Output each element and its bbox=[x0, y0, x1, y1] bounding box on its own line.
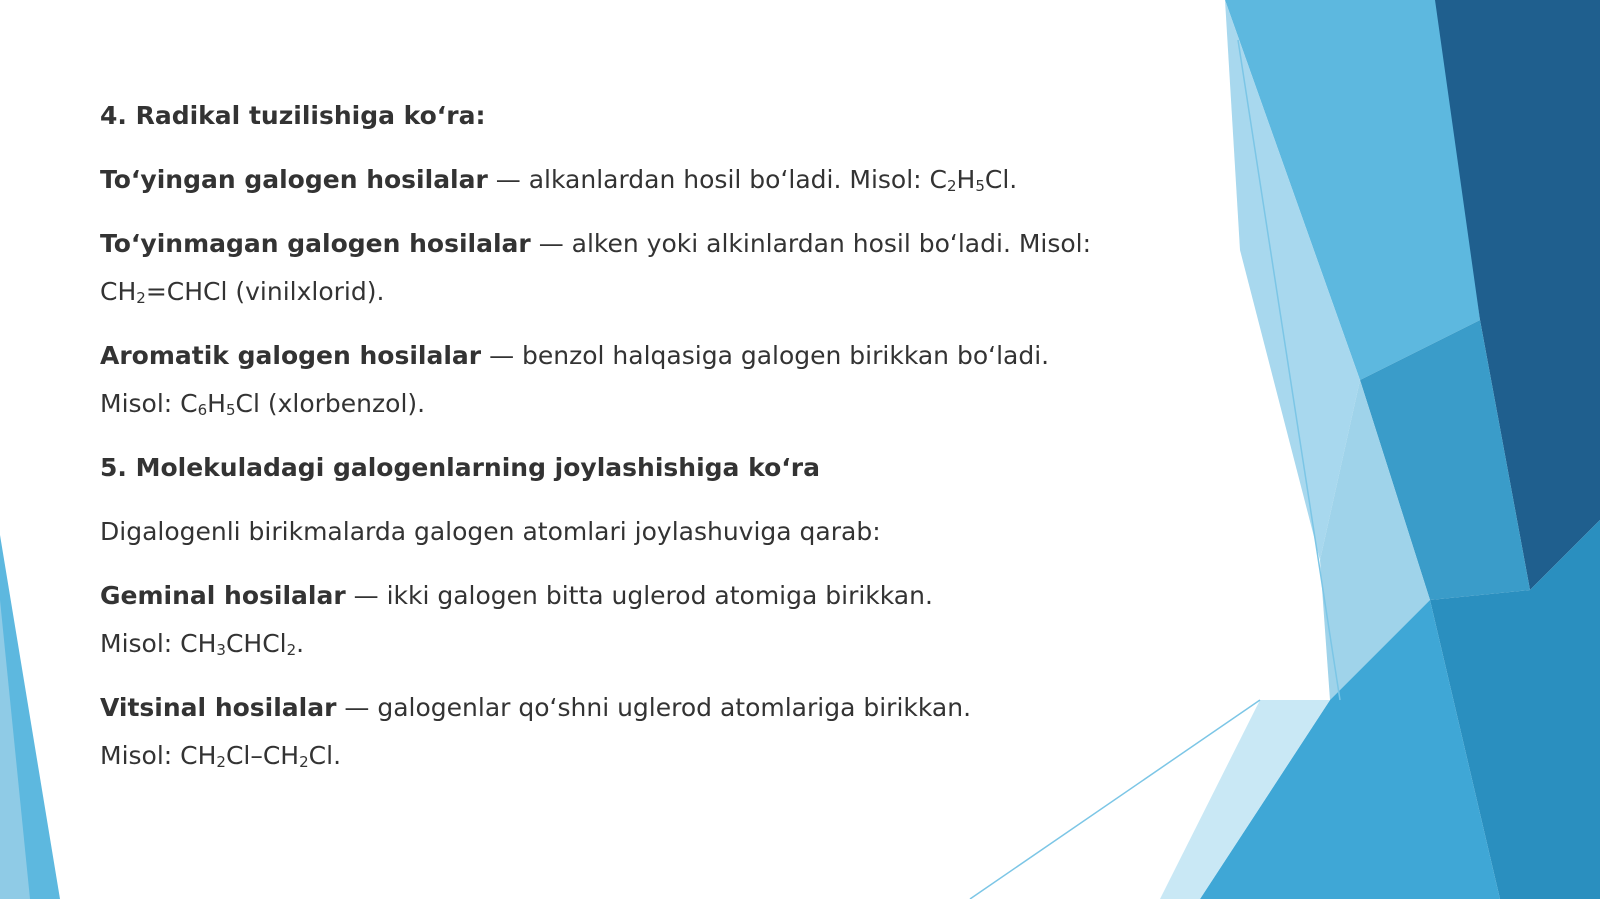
section-heading-5: 5. Molekuladagi galogenlarning joylashishiga ko‘ra bbox=[100, 453, 820, 482]
term-aromatik: Aromatik galogen hosilalar bbox=[100, 341, 482, 370]
item-toyinmagan: To‘yinmagan galogen hosilalar — alken yoki alkinlardan hosil bo‘ladi. Misol: $CH_2=CHCl$ (vinilxlorid). bbox=[100, 229, 1092, 307]
term-toyinmagan: To‘yinmagan galogen hosilalar bbox=[100, 229, 531, 258]
term-toyingan: To‘yingan galogen hosilalar bbox=[100, 165, 488, 194]
intro-text: Digalogenli birikmalarda galogen atomlari joylashuviga qarab: bbox=[100, 517, 881, 546]
section-heading-4: 4. Radikal tuzilishiga ko‘ra: bbox=[100, 101, 486, 130]
item-aromatik: Aromatik galogen hosilalar — benzol halqasiga galogen birikkan bo‘ladi. Misol: $C_6H_5Cl$ (xlorbenzol). bbox=[100, 341, 1050, 419]
item-toyingan: To‘yingan galogen hosilalar — alkanlardan hosil bo‘ladi. Misol: $C_2H_5Cl$. bbox=[100, 165, 1018, 195]
term-vitsinal: Vitsinal hosilalar bbox=[100, 693, 337, 722]
item-vitsinal: Vitsinal hosilalar — galogenlar qo‘shni uglerod atomlariga birikkan. Misol: $CH_2Cl-CH_2Cl$. bbox=[100, 693, 972, 771]
term-geminal: Geminal hosilalar bbox=[100, 581, 346, 610]
item-geminal: Geminal hosilalar — ikki galogen bitta uglerod atomiga birikkan. Misol: $CH_3CHCl_2$. bbox=[100, 581, 933, 659]
slide-content bbox=[100, 92, 1220, 796]
